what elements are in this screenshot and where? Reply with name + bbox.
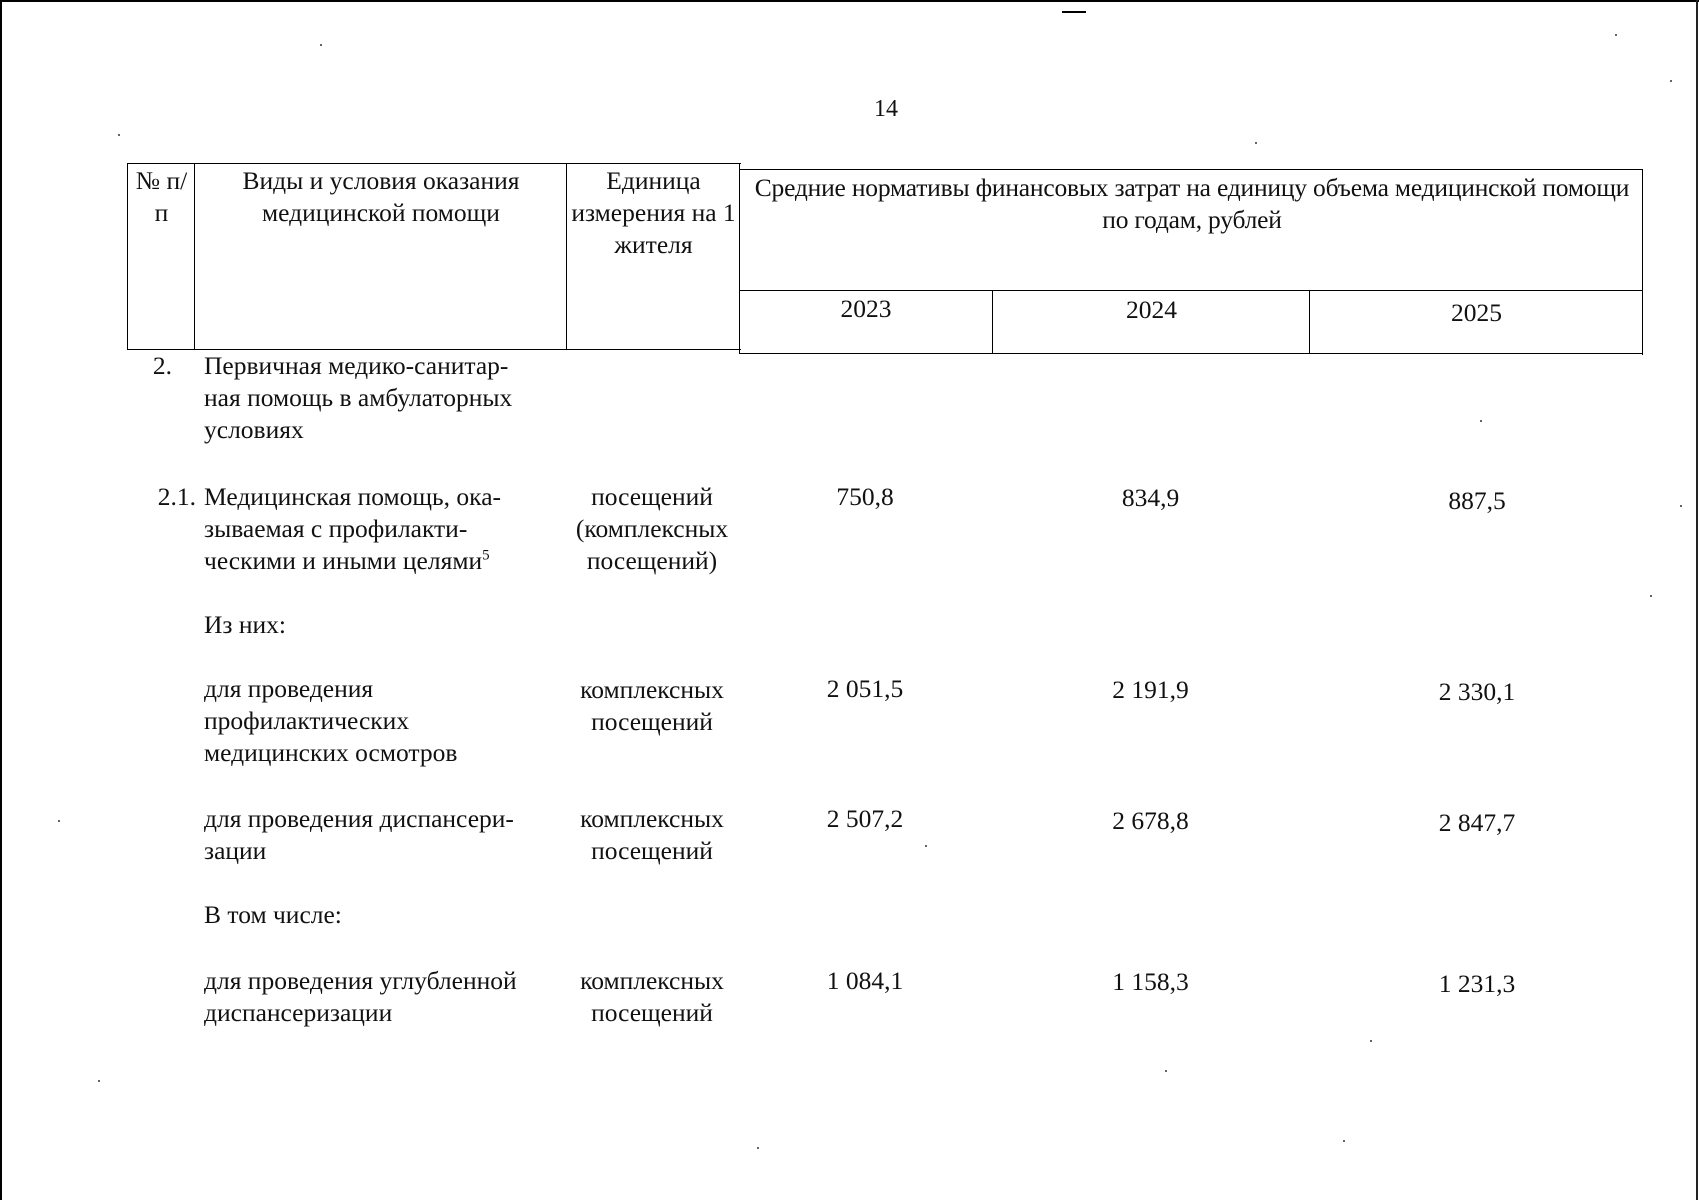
row-unit: комплексных посещений [580,966,724,1027]
grid-line [739,163,740,353]
row-name: Первичная медико-санитар- ная помощь в амбулаторных условиях [204,351,513,444]
row-name-text: Медицинская помощь, ока- зываемая с профилакти- ческими и иными целями [204,482,501,575]
header-group: Средние нормативы финансовых затрат на единицу объема медицинской помощи по годам, рублей [754,173,1630,234]
value-2023: 1 084,1 [826,966,904,995]
header-type: Виды и условия оказания медицинской помощи [242,166,520,227]
header-year: 2023 [840,294,892,323]
scan-edge-left [0,0,2,1200]
scan-speck [1370,1040,1372,1042]
scan-speck [58,820,60,822]
row-name: для проведения углубленной диспансеризации [204,966,517,1027]
grid-line [566,163,567,350]
header-unit: Единица измерения на 1 жителя [571,166,736,259]
row-unit: комплексных посещений [580,804,724,865]
scan-speck [98,1080,100,1082]
scan-speck [1343,1140,1345,1142]
scan-speck [925,845,927,847]
grid-line [739,290,1643,291]
value-2024: 834,9 [1121,483,1180,512]
row-number: 2. [152,351,172,380]
scan-mark [1062,11,1086,13]
value-2024: 1 158,3 [1112,967,1189,996]
scan-speck [320,44,322,46]
row-unit: посещений (комплексных посещений) [575,482,729,575]
page-number: 14 [874,96,898,122]
value-2024: 2 191,9 [1112,675,1189,704]
value-2025: 1 231,3 [1438,969,1516,998]
scan-edge-right [1696,0,1698,1200]
value-2023: 750,8 [836,482,894,511]
scan-speck [1615,34,1617,36]
scan-speck [1650,595,1652,597]
row-name: Из них: [204,610,286,639]
header-num: № п/п [135,166,188,227]
row-number: 2.1. [157,482,196,511]
grid-line [127,163,741,164]
scan-speck [1255,142,1257,144]
scan-speck [118,134,120,136]
grid-line [739,353,1643,354]
header-year: 2025 [1451,298,1502,327]
grid-line [194,163,195,350]
scan-speck [757,1147,759,1149]
row-name: для проведения профилактических медицинских осмотров [204,674,458,767]
scan-edge-top [0,0,1699,2]
value-2024: 2 678,8 [1112,806,1189,835]
value-2023: 2 051,5 [826,674,904,703]
footnote-marker: 5 [482,547,490,564]
grid-line [127,163,128,350]
header-year: 2024 [1126,295,1177,324]
scan-speck [1670,80,1672,82]
row-name: В том числе: [204,900,342,929]
scan-speck [1680,505,1682,507]
value-2025: 2 330,1 [1438,677,1516,706]
grid-line [739,169,1643,170]
row-unit: комплексных посещений [580,675,724,736]
value-2025: 2 847,7 [1438,808,1516,837]
grid-line [1309,290,1310,354]
scan-speck [1480,420,1482,422]
value-2025: 887,5 [1448,486,1506,515]
scan-speck [1165,1070,1167,1072]
row-name: для проведения диспансери- зации [204,804,514,865]
value-2023: 2 507,2 [826,804,904,833]
grid-line [992,290,993,353]
row-name [204,481,564,577]
